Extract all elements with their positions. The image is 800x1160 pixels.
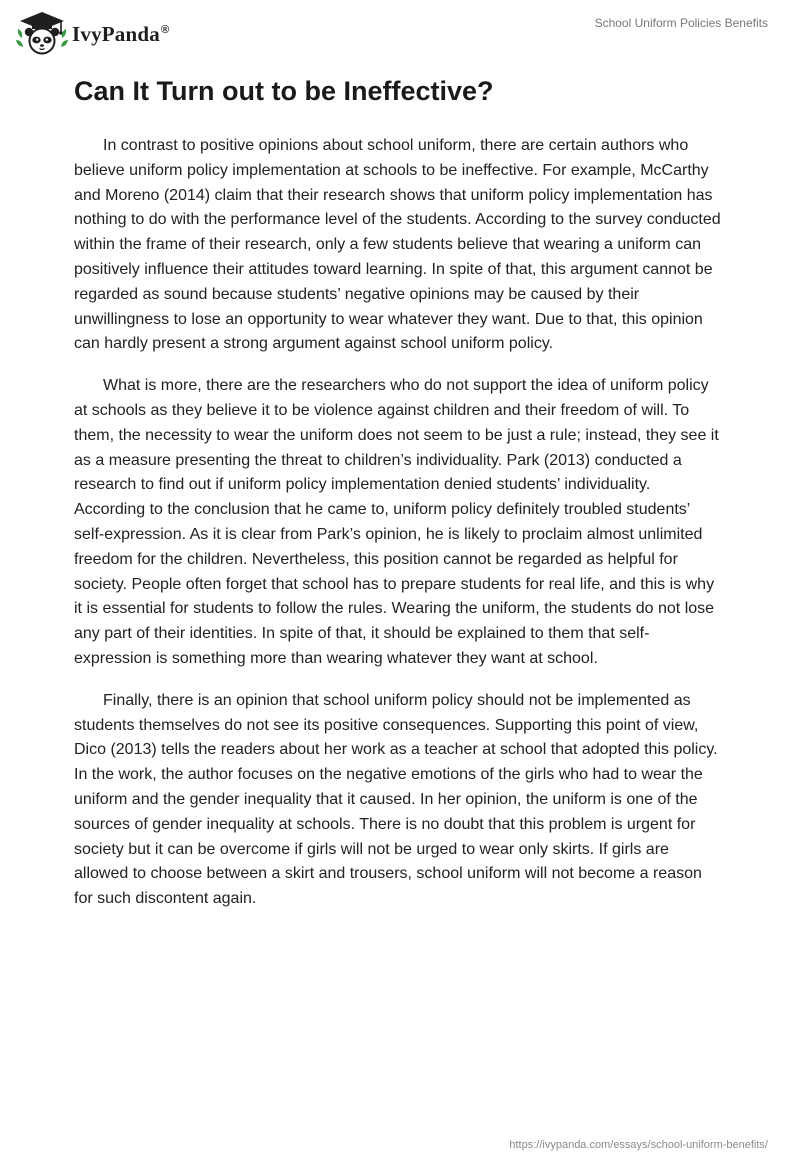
brand-name: IvyPanda® [72,21,170,46]
panda-graduation-cap-icon [12,8,72,56]
article-paragraph: Finally, there is an opinion that school uniform policy should not be implemented as students themselves do not see its positive consequences. Supporting this point of view, Dico (2013) tells the readers about her work as a teacher at school that adopted this policy. In the work, the author focuses on the negative emotions of the girls who had to wear the uniform and the gender inequality that it caused. In her opinion, the uniform is one of the sources of gender inequality at schools. There is no doubt that this problem is urgent for society but it can be overcome if girls will not be urged to wear only skirts. If girls are allowed to choose between a skirt and trousers, school uniform will not become a reason for such discontent again. [74,691,718,908]
article-paragraph: What is more, there are the researchers who do not support the idea of uniform policy at schools as they believe it to be violence against children and their freedom of will. To them, the necessity to wear the uniform does not seem to be just a rule; instead, they see it as a measure presenting the threat to children’s individuality. Park (2013) conducted a research to find out if uniform policy implementation denied students’ individuality. According to the conclusion that he came to, uniform policy definitely troubled students’ self-expression. As it is clear from Park’s opinion, he is likely to proclaim almost unlimited freedom for the children. Nevertheless, this position cannot be regarded as helpful for society. People often forget that school has to prepare students for real life, and this is why it is essential for students to follow the rules. Wearing the uniform, the students do not lose any part of their identities. In spite of that, it should be explained to them that self-expression is something more than wearing whatever they want at school. [74,377,719,667]
source-url[interactable]: https://ivypanda.com/essays/school-uniform-benefits/ [509,1139,768,1151]
document-title: School Uniform Policies Benefits [594,16,768,30]
article-paragraph: In contrast to positive opinions about school uniform, there are certain authors who believe uniform policy implementation at schools to be ineffective. For example, McCarthy and Moreno (2014) claim that their research shows that uniform policy implementation has nothing to do with the performance level of the students. According to the survey conducted within the frame of their research, only a few students believe that wearing a uniform can positively influence their attitudes toward learning. In spite of that, this argument cannot be regarded as sound because students’ negative opinions may be caused by their unwillingness to lose an opportunity to wear whatever they want. Due to that, this opinion can hardly present a strong argument against school uniform policy. [74,137,721,353]
brand-logo[interactable] [12,8,169,56]
article-heading: Can It Turn out to be Ineffective? [74,76,494,106]
article [74,74,724,929]
